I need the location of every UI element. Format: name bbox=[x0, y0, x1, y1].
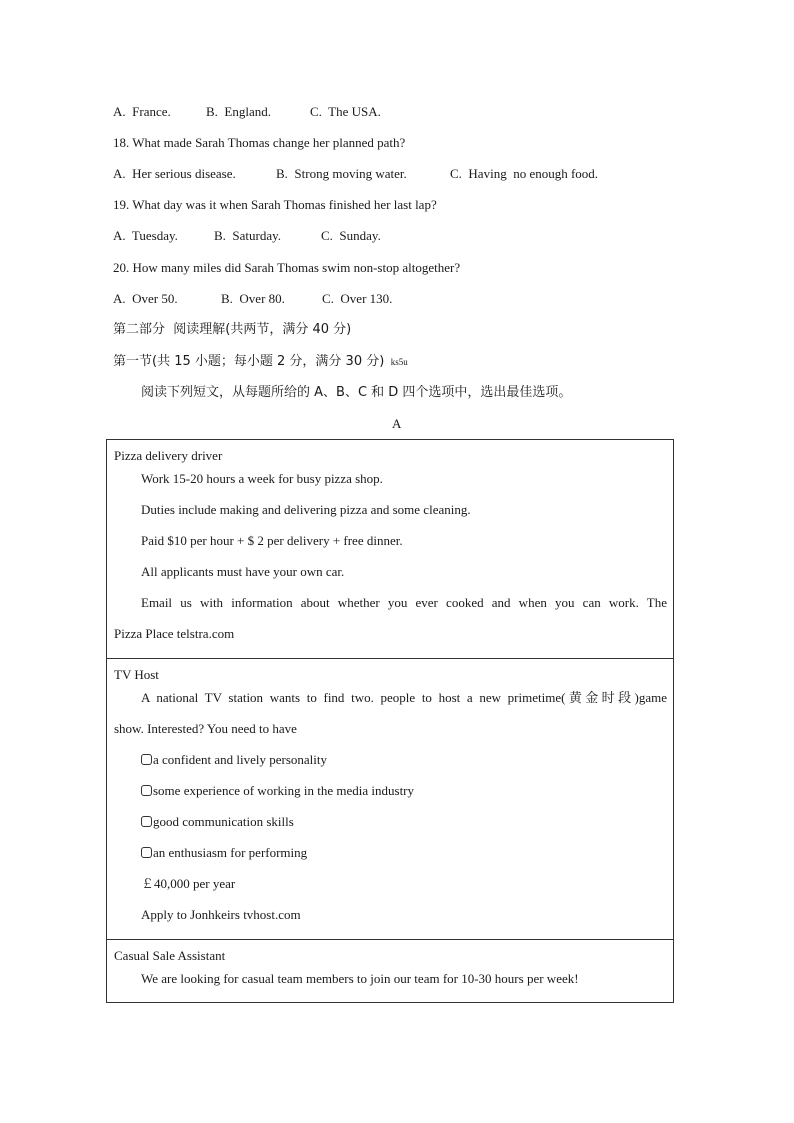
q17-option-c: C. The USA. bbox=[310, 104, 381, 119]
ad-casual-line: We are looking for casual team members to join our team for 10-30 hours per week! bbox=[141, 971, 579, 986]
job-ads-table bbox=[106, 439, 674, 1003]
q20-stem: 20. How many miles did Sarah Thomas swim non-stop altogether? bbox=[113, 260, 461, 275]
q20-option-b: B. Over 80. bbox=[221, 291, 285, 306]
checkbox-icon bbox=[141, 785, 152, 796]
ad-tv-bullet bbox=[107, 845, 673, 876]
ad-tv-title: TV Host bbox=[114, 667, 159, 682]
q18-option-c: C. Having no enough food. bbox=[450, 166, 599, 181]
ad-tv-host bbox=[107, 659, 673, 939]
ad-tv-salary: ￡40,000 per year bbox=[141, 876, 236, 891]
ad-tv-bullet-text: a confident and lively personality bbox=[153, 752, 328, 767]
q19-option-a: A. Tuesday. bbox=[113, 228, 178, 243]
ad-pizza-email: Email us with information about whether you ever cooked and when you can work. The bbox=[141, 595, 667, 610]
q18-stem: 18. What made Sarah Thomas change her planned path? bbox=[113, 135, 406, 150]
ad-tv-bullet-text: good communication skills bbox=[153, 814, 294, 829]
ad-tv-intro: A national TV station wants to find two. people to host a new primetime(黄金时段)game bbox=[141, 690, 667, 705]
checkbox-icon bbox=[141, 754, 152, 765]
instruction: 阅读下列短文，从每题所给的 A、B、C 和 D 四个选项中，选出最佳选项。 bbox=[141, 385, 572, 400]
q20-option-c: C. Over 130. bbox=[322, 291, 393, 306]
ad-pizza-line: Duties include making and delivering pizza and some cleaning. bbox=[141, 502, 471, 517]
ad-pizza-line: Work 15-20 hours a week for busy pizza shop. bbox=[141, 471, 383, 486]
section-one-text: 第一节(共 15 小题；每小题 2 分，满分 30 分) bbox=[113, 354, 385, 369]
q19-stem: 19. What day was it when Sarah Thomas finished her last lap? bbox=[113, 197, 437, 212]
ad-tv-apply: Apply to Jonhkeirs tvhost.com bbox=[141, 907, 301, 922]
ad-tv-bullet-text: some experience of working in the media industry bbox=[153, 783, 415, 798]
watermark: ks5u bbox=[390, 357, 408, 367]
q17-option-a: A. France. bbox=[113, 104, 171, 119]
q17-option-b: B. England. bbox=[206, 104, 271, 119]
q18-option-b: B. Strong moving water. bbox=[276, 166, 407, 181]
ad-tv-bullet bbox=[107, 752, 673, 783]
ad-tv-bullet bbox=[107, 783, 673, 814]
checkbox-icon bbox=[141, 816, 152, 827]
ad-pizza-title: Pizza delivery driver bbox=[114, 448, 223, 463]
ad-casual-title: Casual Sale Assistant bbox=[114, 948, 226, 963]
q19-option-b: B. Saturday. bbox=[214, 228, 282, 243]
q19-option-c: C. Sunday. bbox=[321, 228, 381, 243]
ad-tv-intro-cont: show. Interested? You need to have bbox=[114, 721, 297, 736]
ad-pizza-line: Paid $10 per hour + $ 2 per delivery + free dinner. bbox=[141, 533, 403, 548]
ad-pizza bbox=[107, 440, 673, 658]
ad-pizza-email-cont: Pizza Place telstra.com bbox=[114, 626, 235, 641]
ad-tv-bullet-text: an enthusiasm for performing bbox=[153, 845, 308, 860]
ad-casual-sale bbox=[107, 940, 673, 1002]
passage-label: A bbox=[392, 416, 402, 431]
q18-option-a: A. Her serious disease. bbox=[113, 166, 236, 181]
q20-option-a: A. Over 50. bbox=[113, 291, 178, 306]
ad-tv-bullet bbox=[107, 814, 673, 845]
checkbox-icon bbox=[141, 847, 152, 858]
ad-pizza-line: All applicants must have your own car. bbox=[141, 564, 345, 579]
part-two-heading: 第二部分 阅读理解(共两节，满分 40 分) bbox=[113, 322, 352, 337]
section-one-heading bbox=[113, 353, 408, 370]
